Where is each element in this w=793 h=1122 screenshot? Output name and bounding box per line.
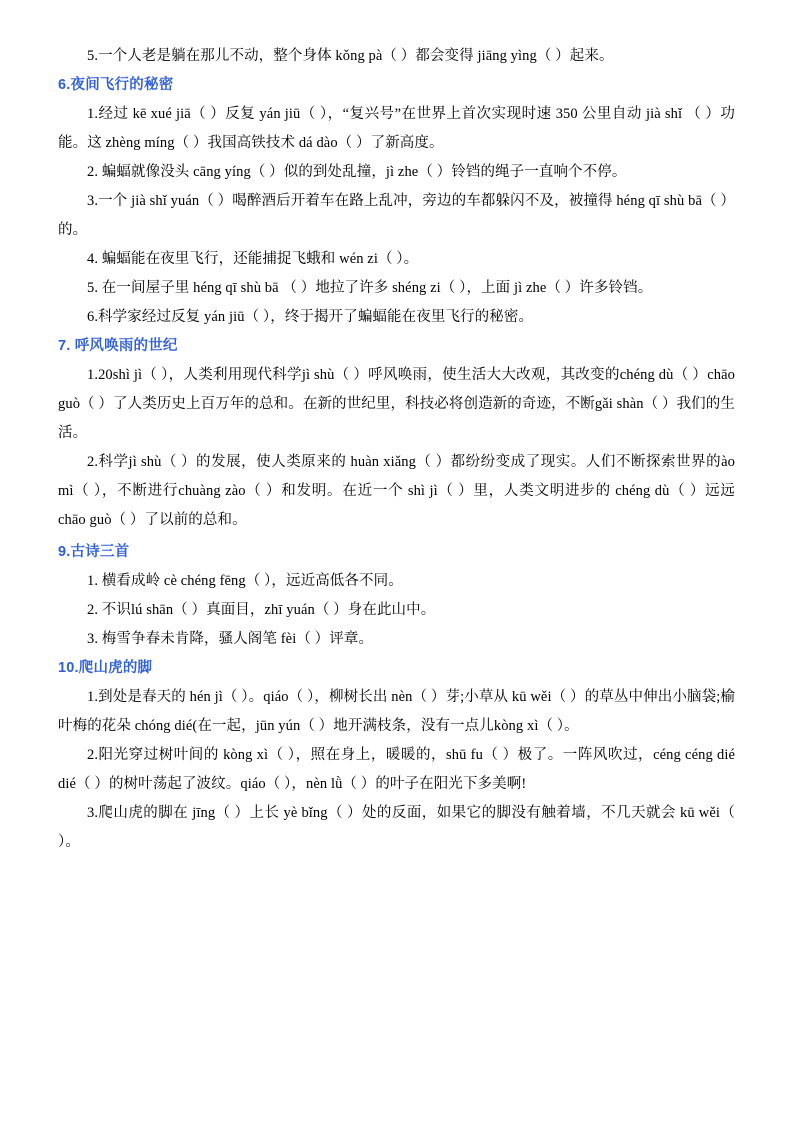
section-heading-6: 6.夜间飞行的秘密 <box>58 77 174 93</box>
section6-item-1: 1.经过 kē xué jiā（ ）反复 yán jiū（ ），“复兴号”在世界上首次实现时速 350 公里自动 jià shǐ （ ）功能。这 zhèng míng（ ）我国高铁技术 dá dào（ ）了新高度。 <box>58 106 735 151</box>
section9-item-1: 1. 横看成岭 cè chéng fēng（ ），远近高低各不同。 <box>87 573 403 589</box>
section6-item-2: 2. 蝙蝠就像没头 cāng yíng（ ）似的到处乱撞，jì zhe（ ）铃铛的绳子一直响个不停。 <box>87 164 627 180</box>
section6-item-6: 6.科学家经过反复 yán jiū（ ），终于揭开了蝙蝠能在夜里飞行的秘密。 <box>87 309 534 325</box>
section6-item-5: 5. 在一间屋子里 héng qī shù bā （ ）地拉了许多 shéng zi（ ），上面 jì zhe（ ）许多铃铛。 <box>87 280 653 296</box>
section-heading-10: 10.爬山虎的脚 <box>58 660 153 676</box>
section9-item-3: 3. 梅雪争春未肯降，骚人阁笔 fèi（ ）评章。 <box>87 631 374 647</box>
section10-item-1: 1.到处是春天的 hén jì（ ）。qiáo（ ），柳树长出 nèn（ ）芽;小草从 kū wěi（ ）的草丛中伸出小脑袋;榆叶梅的花朵 chóng dié(在一起，jūn yún（ ）地开满枝条，没有一点儿kòng xì（ ）。 <box>58 689 735 734</box>
item-5-line: 5.一个人老是躺在那儿不动，整个身体 kǒng pà（ ）都会变得 jiāng yìng（ ）起来。 <box>87 48 614 64</box>
section6-item-3: 3.一个 jià shǐ yuán（ ）喝醉酒后开着车在路上乱冲，旁边的车都躲闪不及，被撞得 héng qī shù bā（ ）的。 <box>58 193 735 238</box>
section10-item-3: 3.爬山虎的脚在 jīng（ ）上长 yè bǐng（ ）处的反面，如果它的脚没有触着墙，不几天就会 kū wěi（ ）。 <box>58 805 735 850</box>
section7-item-2: 2.科学jì shù（ ）的发展，使人类原来的 huàn xiǎng（ ）都纷纷变成了现实。人们不断探索世界的ào mì（ ），不断进行chuàng zào（ ）和发明。在近一个 shì jì（ ）里，人类文明进步的 chéng dù（ ）远远 chāo guò（ ）了以前的总和。 <box>58 454 735 528</box>
section-heading-7: 7. 呼风唤雨的世纪 <box>58 338 178 354</box>
section6-item-4: 4. 蝙蝠能在夜里飞行，还能捕捉飞蛾和 wén zi（ ）。 <box>87 251 419 267</box>
document-body <box>58 42 735 857</box>
section9-item-2: 2. 不识lú shān（ ）真面目，zhī yuán（ ）身在此山中。 <box>87 602 436 618</box>
section-heading-9: 9.古诗三首 <box>58 544 130 560</box>
section7-item-1: 1.20shì jì（ ），人类利用现代科学jì shù（ ）呼风唤雨，使生活大大改观，其改变的chéng dù（ ）chāo guò（ ）了人类历史上百万年的总和。在新的世纪里，科技必将创造新的奇迹，不断gǎi shàn（ ）我们的生活。 <box>58 367 735 441</box>
section10-item-2: 2.阳光穿过树叶间的 kòng xì（ ），照在身上，暖暖的，shū fu（ ）极了。一阵风吹过，céng céng dié dié（ ）的树叶荡起了波纹。qiáo（ ），nèn lǜ（ ）的叶子在阳光下多美啊! <box>58 747 735 792</box>
